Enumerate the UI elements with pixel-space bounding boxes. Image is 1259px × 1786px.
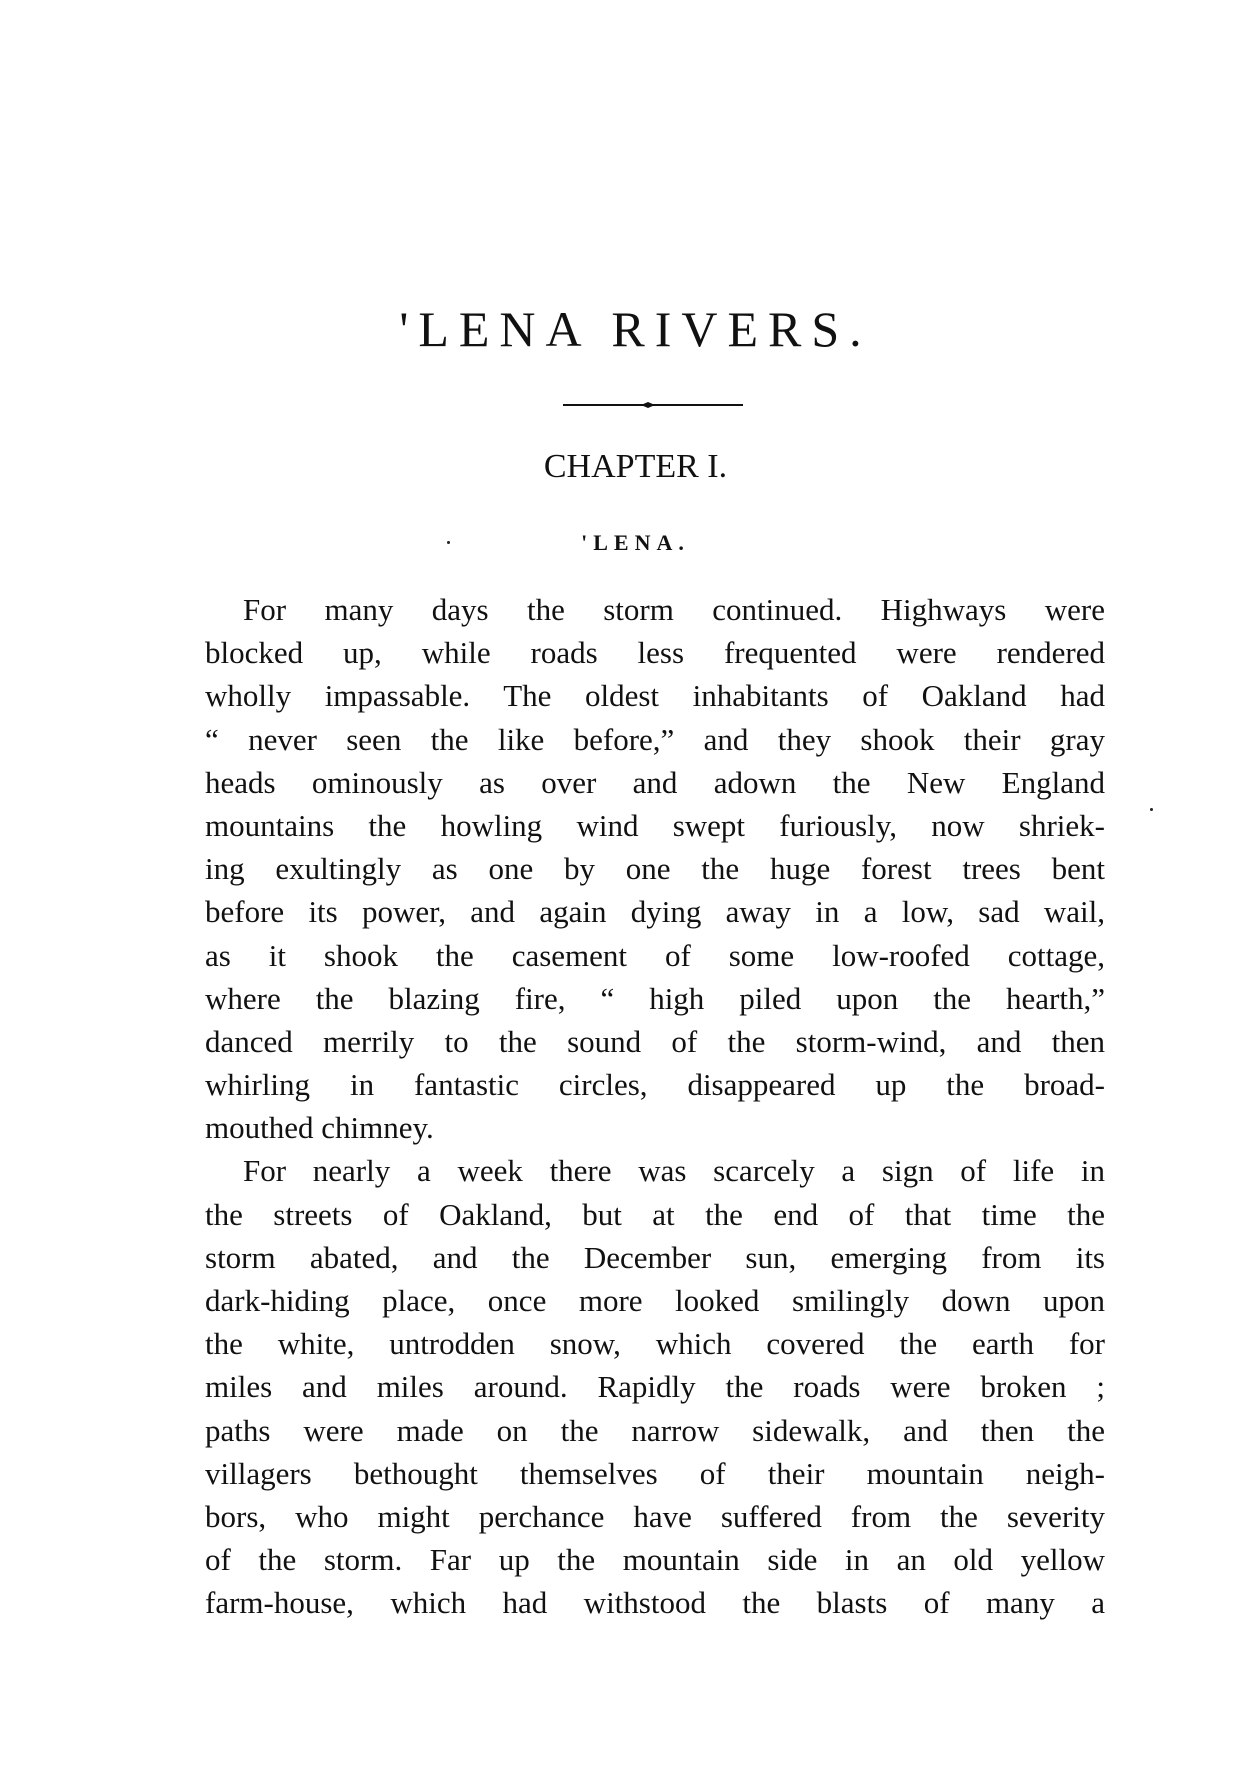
chapter-subtitle: 'LENA. — [581, 530, 690, 555]
print-speck — [447, 541, 450, 544]
text-line: heads ominously as over and adown the New England — [205, 764, 1105, 800]
text-line: the streets of Oakland, but at the end of that time the — [205, 1196, 1105, 1232]
text-line: For many days the storm continued. Highways were — [243, 592, 1105, 627]
text-line: of the storm. Far up the mountain side in an old yellow — [205, 1542, 1105, 1578]
chapter-heading: CHAPTER I. — [543, 448, 728, 485]
text-line: the white, untrodden snow, which covered the earth for — [205, 1326, 1105, 1362]
text-line: as it shook the casement of some low-roofed cottage, — [205, 937, 1105, 973]
text-line: miles and miles around. Rapidly the roads were broken ; — [205, 1369, 1105, 1405]
body-text — [205, 588, 1105, 1625]
ornament-divider — [563, 402, 743, 408]
text-line: “ never seen the like before,” and they shook their gray — [205, 721, 1105, 757]
book-title: 'LENA RIVERS. — [399, 301, 872, 357]
text-line: dark-hiding place, once more looked smilingly down upon — [205, 1283, 1105, 1318]
text-line: storm abated, and the December sun, emerging from its — [205, 1239, 1105, 1275]
paragraph-2 — [205, 1149, 1105, 1624]
text-line: bors, who might perchance have suffered from the severity — [205, 1498, 1105, 1534]
text-line: mountains the howling wind swept furiously, now shriek- — [205, 807, 1105, 843]
text-line: farm-house, which had withstood the blasts of many a — [205, 1585, 1105, 1621]
text-line: blocked up, while roads less frequented were rendered — [205, 635, 1105, 671]
text-line: paths were made on the narrow sidewalk, and then the — [205, 1412, 1105, 1448]
text-line: For nearly a week there was scarcely a sign of life in — [243, 1153, 1105, 1189]
text-line: before its power, and again dying away in a low, sad wail, — [205, 894, 1105, 930]
text-line: where the blazing fire, “ high piled upon the hearth,” — [205, 980, 1105, 1016]
text-line: ing exultingly as one by one the huge forest trees bent — [205, 851, 1105, 887]
text-line: danced merrily to the sound of the storm-wind, and then — [205, 1023, 1105, 1059]
text-line: villagers bethought themselves of their mountain neigh- — [205, 1455, 1105, 1491]
text-line: whirling in fantastic circles, disappeared up the broad- — [205, 1067, 1105, 1103]
text-line: mouthed chimney. — [205, 1110, 434, 1146]
paragraph-1 — [205, 588, 1105, 1149]
text-line: wholly impassable. The oldest inhabitants of Oakland had — [205, 678, 1105, 714]
print-speck — [1150, 808, 1153, 811]
